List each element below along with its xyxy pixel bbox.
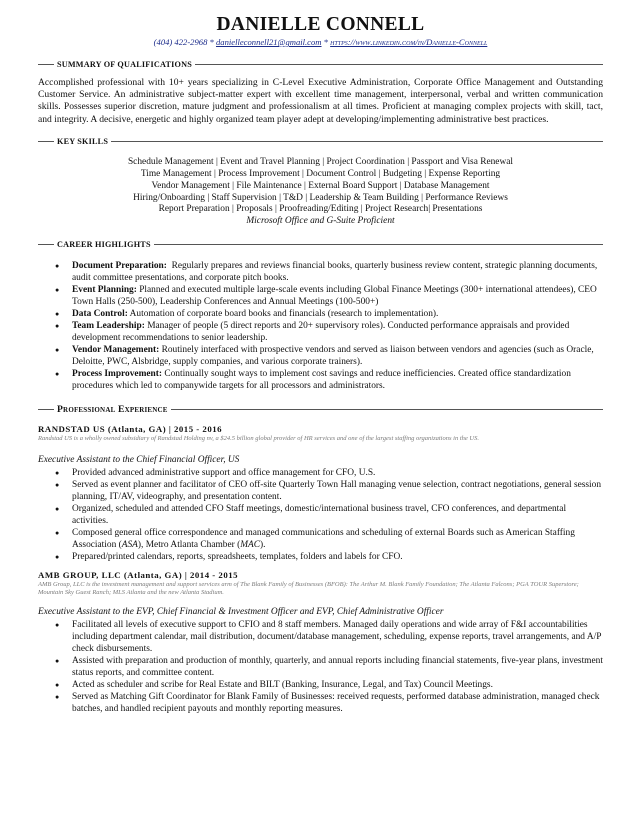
highlight-label: Document Preparation: xyxy=(72,261,167,272)
heading-rule xyxy=(154,244,603,245)
employer-heading: RANDSTAD US (Atlanta, GA) | 2015 - 2016 xyxy=(38,424,223,435)
experience-heading xyxy=(38,403,603,415)
skills-heading xyxy=(38,136,603,148)
linkedin-link[interactable]: https://www.linkedin.com/in/Danielle-Connell xyxy=(330,37,488,47)
candidate-name: DANIELLE CONNELL xyxy=(216,14,425,35)
skills-title: KEY SKILLS xyxy=(57,137,109,147)
contact-line xyxy=(38,36,603,49)
job-duties-list xyxy=(38,467,603,563)
employer-heading: AMB GROUP, LLC (Atlanta, GA) | 2014 - 2015 xyxy=(38,569,239,580)
job-title: Executive Assistant to the EVP, Chief Financial & Investment Officer and EVP, Chief Administrative Officer xyxy=(38,607,444,618)
highlight-label: Data Control: xyxy=(72,309,128,320)
heading-dash xyxy=(38,64,54,65)
job-duties-list xyxy=(38,619,603,715)
skills-line: Hiring/Onboarding | Staff Supervision | T&D | Leadership & Team Building | Performance Reviews xyxy=(133,192,508,203)
highlight-label: Event Planning: xyxy=(72,285,137,296)
highlight-text: Continually sought ways to implement cost savings and reduce inefficiencies. Created office standardization procedures which led to companywide targets for all processors and administrators. xyxy=(72,369,571,392)
summary-text: Accomplished professional with 10+ years specializing in C-Level Executive Administration, Corporate Office Management and Outstanding Customer Service. An administrative subject-matter expert with excellent time management, interpersonal, verbal and written communication skills. Possesses superior discretion, mature judgment and professionalism at all times. Proficient at managing complex projects with skill, tact, and integrity. A decisive, energetic and highly organized team player adept at developing/implementing administrative best practices. xyxy=(38,77,603,125)
duty-text: ), Metro Atlanta Chamber ( xyxy=(137,539,241,550)
org-acronym: MAC xyxy=(240,539,261,550)
skills-line: Vendor Management | File Maintenance | External Board Support | Database Management xyxy=(151,180,490,191)
duty-text: ). xyxy=(260,539,266,550)
summary-title: SUMMARY OF QUALIFICATIONS xyxy=(57,59,192,69)
summary-heading xyxy=(38,58,603,70)
list-item: ● Prepared/printed calendars, reports, spreadsheets, templates, folders and labels for CFO. xyxy=(72,551,603,563)
list-item: ● Organized, scheduled and attended CFO Staff meetings, domestic/international business travel, CFO conferences, and departmental activities. xyxy=(72,503,603,527)
heading-rule xyxy=(195,64,603,65)
highlight-label: Team Leadership: xyxy=(72,321,145,332)
org-acronym: ASA xyxy=(121,539,138,550)
list-item: ● Acted as scheduler and scribe for Real Estate and BILT (Banking, Insurance, Legal, and Tax) Council Meetings. xyxy=(72,679,603,691)
skills-line: Time Management | Process Improvement | Document Control | Budgeting | Expense Reporting xyxy=(140,168,501,179)
highlights-list xyxy=(38,260,603,392)
software-proficiency: Microsoft Office and G-Suite Proficient xyxy=(246,216,395,227)
list-item xyxy=(72,368,603,392)
list-item: ● Served as event planner and facilitator of CEO off-site Quarterly Town Hall managing venue selection, contract negotiations, general session planning, IT/AV, videography, and presentation content. xyxy=(72,479,603,503)
list-item xyxy=(72,320,603,344)
skills-list xyxy=(38,157,603,228)
heading-dash xyxy=(38,141,54,142)
experience-title: Professional Experience xyxy=(57,403,168,415)
highlight-label: Vendor Management: xyxy=(72,345,160,356)
highlight-text: Planned and executed multiple large-scale events including Global Finance Meetings (300+ international attendees), CEO Town Halls (250-500), Leadership Conferences and Annual Meetings (100-500+) xyxy=(72,285,597,308)
list-item xyxy=(72,527,603,551)
highlight-text: Regularly prepares and reviews financial books, quarterly business review content, strategic planning documents, audit committee presentations, and corporate pitch books. xyxy=(72,261,598,284)
highlight-text: Routinely interfaced with prospective vendors and served as liaison between vendors and agencies (such as Oracle, Deloitte, PWC, Alsbridge, supply companies, and various corporate trainers). xyxy=(72,345,594,368)
email-link[interactable]: danielleconnell21@gmail.com xyxy=(215,37,322,47)
list-item: ● Assisted with preparation and production of monthly, quarterly, and annual reports including financial statements, five-year plans, investment status reports, and committee content. xyxy=(72,655,603,679)
list-item xyxy=(72,260,603,284)
highlights-heading xyxy=(38,238,603,250)
heading-dash xyxy=(38,409,54,410)
heading-rule xyxy=(171,409,603,410)
list-item xyxy=(72,284,603,308)
list-item: ● Facilitated all levels of executive support to CFIO and 8 staff members. Managed daily operations and wide array of F&I accountabilities including department calendar, mail distribution, document/database management, scheduling, expense reports, travel arrangements, and A/P check disbursements. xyxy=(72,619,603,655)
heading-rule xyxy=(111,141,603,142)
list-item: ● Served as Matching Gift Coordinator for Blank Family of Businesses: received requests, performed database administration, managed check batches, and handled recipient payouts and monthly reporting measures. xyxy=(72,691,603,715)
list-item xyxy=(72,308,603,320)
job-title: Executive Assistant to the Chief Financial Officer, US xyxy=(38,454,240,465)
highlight-text: Automation of corporate board books and financials (research to implementation). xyxy=(129,309,439,320)
skills-line: Schedule Management | Event and Travel Planning | Project Coordination | Passport and Visa Renewal xyxy=(127,156,514,167)
highlights-title: CAREER HIGHLIGHTS xyxy=(57,239,151,249)
resume-page xyxy=(38,14,603,715)
contact-separator: * xyxy=(323,37,328,47)
highlight-label: Process Improvement: xyxy=(72,369,162,380)
list-item: ● Provided advanced administrative support and office management for CFO, U.S. xyxy=(72,467,603,479)
duty-text: Composed general office correspondence and managed communications and scheduling of external Boards such as American Staffing Association ( xyxy=(72,527,575,550)
list-item xyxy=(72,344,603,368)
skills-line: Report Preparation | Proposals | Proofreading/Editing | Project Research| Presentations xyxy=(158,204,483,215)
employer-description: Randstad US is a wholly owned subsidiary of Randstad Holding nv, a $24.5 billion global provider of HR services and one of the largest staffing organizations in the US. xyxy=(38,435,479,443)
employer-description: AMB Group, LLC is the investment management and support services arm of The Blank Family of Businesses (BFOB): The Arthur M. Blank Family Foundation; The Atlanta Falcons; PGA TOUR Superstore; Mountain Sky Guest Ranch; MLS Atlanta and the new Atlanta Stadium. xyxy=(38,580,579,597)
highlight-text: Manager of people (5 direct reports and 20+ supervisory roles). Conducted performance appraisals and provided development recommendations to senior leadership. xyxy=(72,321,570,344)
phone-number: (404) 422-2968 * xyxy=(153,37,214,47)
heading-dash xyxy=(38,244,54,245)
